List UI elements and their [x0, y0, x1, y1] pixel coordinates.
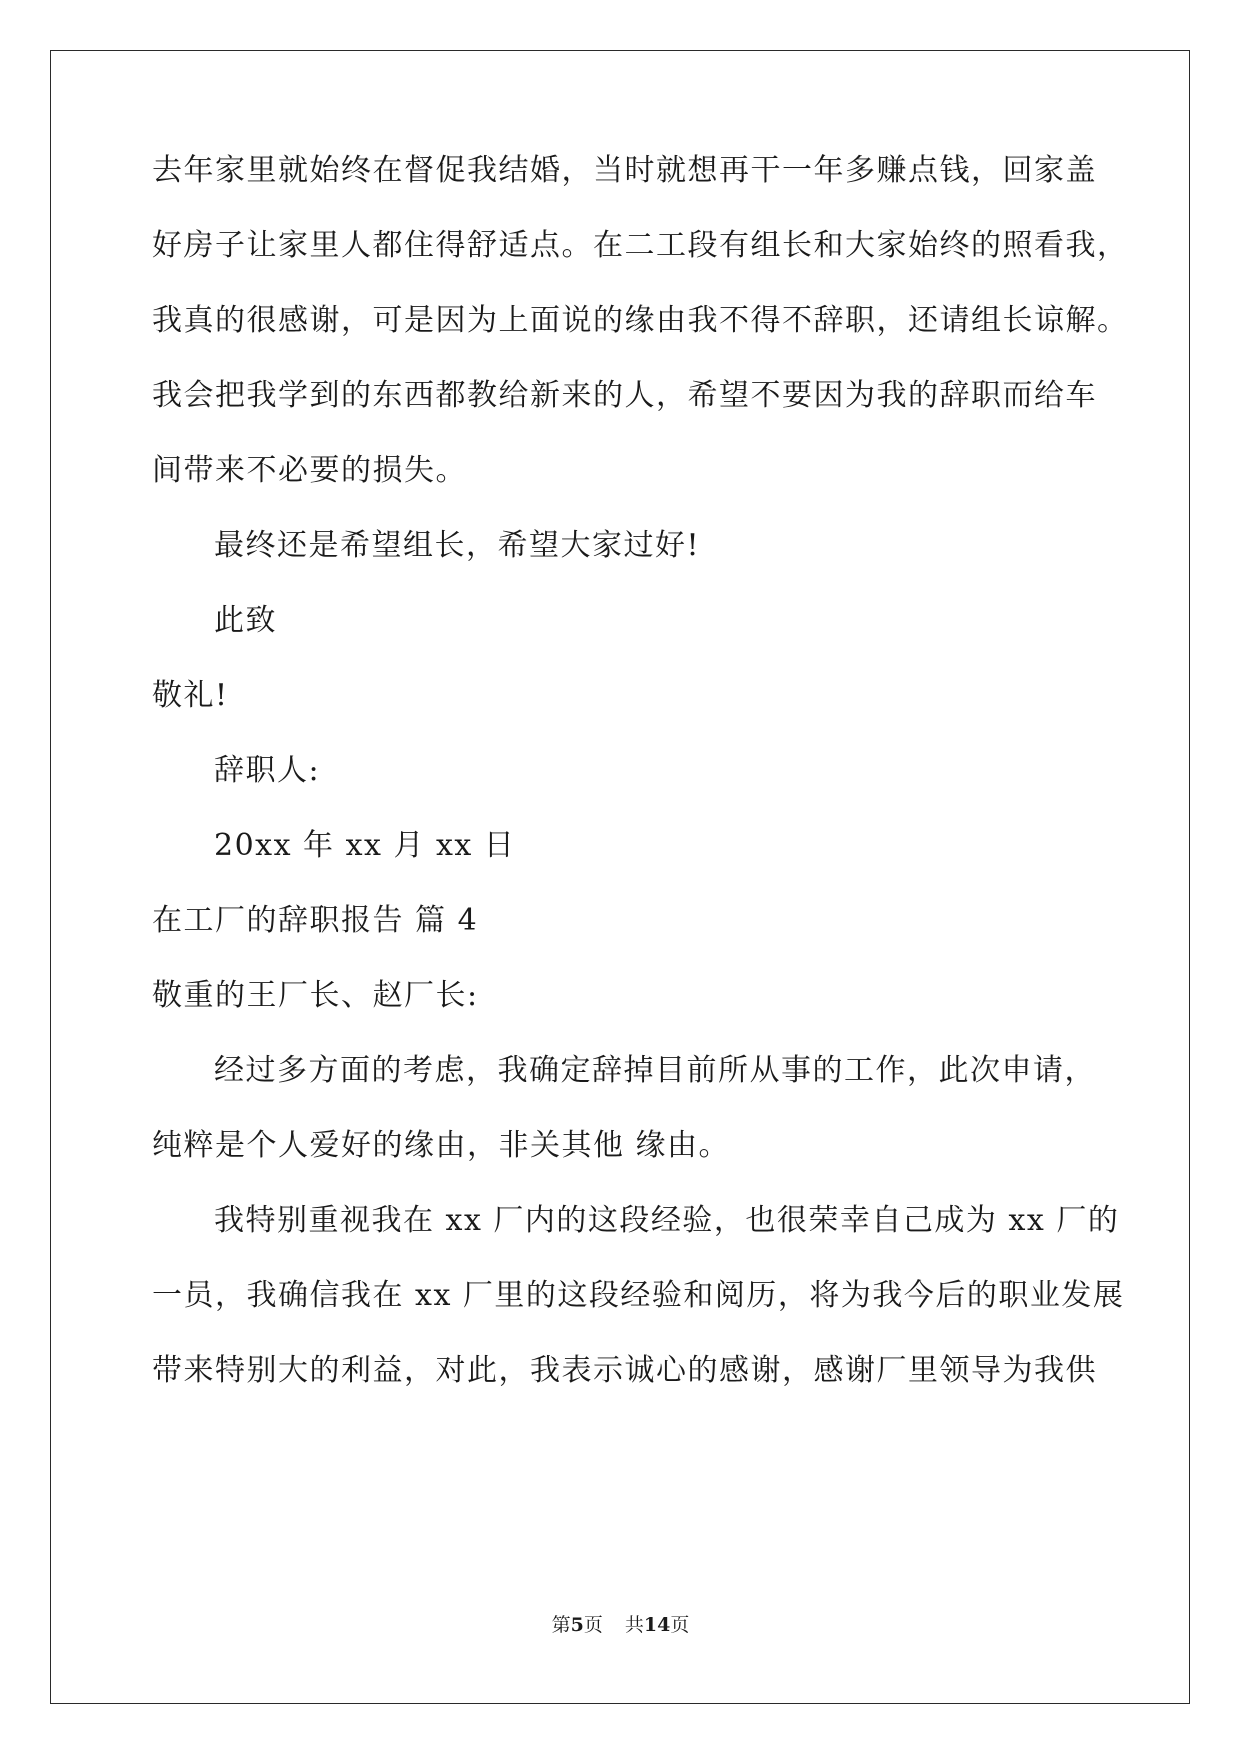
page-footer	[0, 1613, 1241, 1637]
signature-label: 辞职人:	[214, 753, 321, 788]
body-line-3: 我真的很感谢，可是因为上面说的缘由我不得不辞职，还请组长谅解。	[152, 303, 1129, 338]
body-line-1: 去年家里就始终在督促我结婚，当时就想再干一年多赚点钱，回家盖	[152, 153, 1097, 188]
closing-wish: 最终还是希望组长，希望大家过好!	[214, 528, 701, 563]
page-prefix: 第	[551, 1614, 571, 1636]
date-line: 20xx 年 xx 月 xx 日	[214, 828, 516, 863]
salutation-jing-li: 敬礼!	[152, 678, 229, 713]
body-line-10: 带来特别大的利益，对此，我表示诚心的感谢，感谢厂里领导为我供	[152, 1353, 1097, 1388]
body-line-5: 间带来不必要的损失。	[152, 453, 467, 488]
page-number: 5	[570, 1614, 584, 1636]
page-border	[50, 50, 1190, 1704]
section-heading: 在工厂的辞职报告 篇 4	[152, 903, 479, 938]
salutation-ci-zhi: 此致	[214, 603, 277, 638]
total-pages: 14	[643, 1614, 671, 1636]
total-suffix: 页	[670, 1614, 690, 1636]
body-line-7: 纯粹是个人爱好的缘由，非关其他 缘由。	[152, 1128, 731, 1163]
body-line-9: 一员，我确信我在 xx 厂里的这段经验和阅历，将为我今后的职业发展	[152, 1278, 1125, 1313]
body-line-8: 我特别重视我在 xx 厂内的这段经验，也很荣幸自己成为 xx 厂的	[214, 1203, 1120, 1238]
body-line-2: 好房子让家里人都住得舒适点。在二工段有组长和大家始终的照看我，	[152, 228, 1129, 263]
total-prefix: 共	[624, 1614, 644, 1636]
body-line-4: 我会把我学到的东西都教给新来的人，希望不要因为我的辞职而给车	[152, 378, 1097, 413]
body-line-6: 经过多方面的考虑，我确定辞掉目前所从事的工作，此次申请，	[214, 1053, 1096, 1088]
page-suffix: 页	[583, 1614, 603, 1636]
addressee-line: 敬重的王厂长、赵厂长:	[152, 978, 479, 1013]
